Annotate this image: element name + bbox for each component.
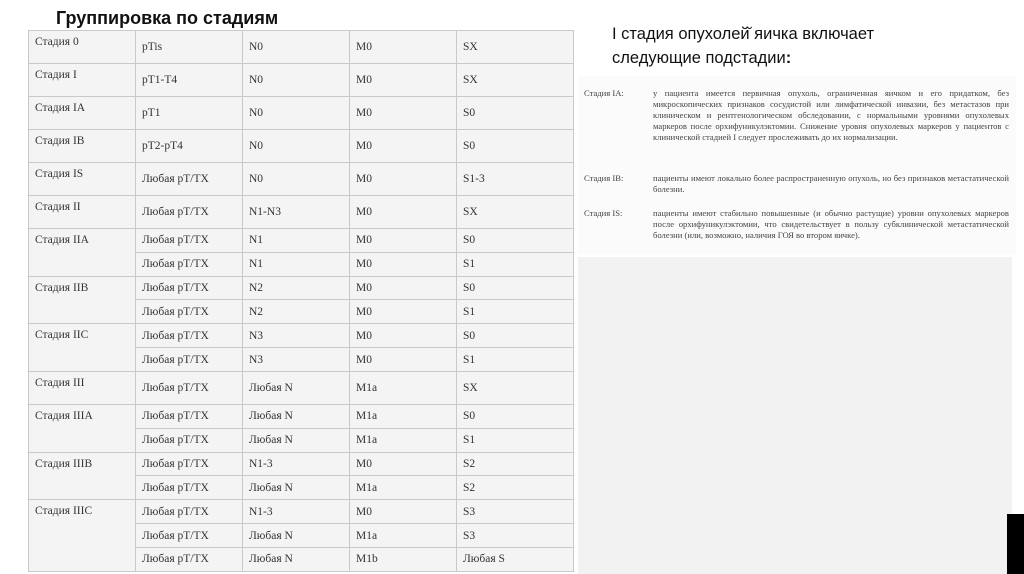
stage-cell: Стадия III xyxy=(29,371,136,404)
stage-cell: Стадия IIA xyxy=(29,229,136,277)
n-cell: N0 xyxy=(243,130,350,163)
m-cell: M0 xyxy=(350,31,457,64)
t-cell: Любая pT/TX xyxy=(136,163,243,196)
substage-label: Стадия IA: xyxy=(584,88,624,98)
s-cell: S1-3 xyxy=(457,163,574,196)
table-row xyxy=(29,64,574,97)
stage-cell: Стадия IIIB xyxy=(29,452,136,500)
table-row xyxy=(29,130,574,163)
heading-line-2: следующие подстадии xyxy=(612,49,786,67)
table-row xyxy=(29,276,574,300)
m-cell: M1a xyxy=(350,371,457,404)
s-cell: SX xyxy=(457,196,574,229)
s-cell: S0 xyxy=(457,324,574,348)
n-cell: N0 xyxy=(243,97,350,130)
s-cell: S3 xyxy=(457,524,574,548)
m-cell: M0 xyxy=(350,229,457,253)
substages-panel xyxy=(578,76,1016,254)
table-row xyxy=(29,404,574,428)
table-row xyxy=(29,196,574,229)
n-cell: N0 xyxy=(243,163,350,196)
t-cell: pT2-pT4 xyxy=(136,130,243,163)
s-cell: S2 xyxy=(457,452,574,476)
t-cell: Любая pT/TX xyxy=(136,300,243,324)
n-cell: N2 xyxy=(243,300,350,324)
table-row xyxy=(29,163,574,196)
m-cell: M1b xyxy=(350,547,457,571)
m-cell: M0 xyxy=(350,500,457,524)
stage-cell: Стадия IS xyxy=(29,163,136,196)
m-cell: M1a xyxy=(350,476,457,500)
m-cell: M0 xyxy=(350,97,457,130)
n-cell: N0 xyxy=(243,31,350,64)
t-cell: Любая pT/TX xyxy=(136,428,243,452)
n-cell: N0 xyxy=(243,64,350,97)
table-row xyxy=(29,452,574,476)
s-cell: S2 xyxy=(457,476,574,500)
stage-cell: Стадия II xyxy=(29,196,136,229)
empty-gray-area xyxy=(578,257,1012,574)
table-row xyxy=(29,371,574,404)
n-cell: N3 xyxy=(243,348,350,372)
stage-cell: Стадия IIIC xyxy=(29,500,136,572)
s-cell: Любая S xyxy=(457,547,574,571)
m-cell: M1a xyxy=(350,404,457,428)
n-cell: Любая N xyxy=(243,404,350,428)
stage-cell: Стадия IB xyxy=(29,130,136,163)
t-cell: pT1-T4 xyxy=(136,64,243,97)
m-cell: M0 xyxy=(350,64,457,97)
heading-line-1: I стадия опухолей̆ яичка включает xyxy=(612,25,875,43)
table-row xyxy=(29,500,574,524)
n-cell: Любая N xyxy=(243,371,350,404)
edge-bar xyxy=(1007,514,1024,574)
s-cell: S1 xyxy=(457,300,574,324)
n-cell: N1-3 xyxy=(243,500,350,524)
s-cell: S0 xyxy=(457,97,574,130)
n-cell: N3 xyxy=(243,324,350,348)
t-cell: Любая pT/TX xyxy=(136,500,243,524)
substage-text: пациенты имеют локально более распространенную опухоль, но без признаков метастатической болезни. xyxy=(653,173,1009,194)
t-cell: pT1 xyxy=(136,97,243,130)
m-cell: M0 xyxy=(350,196,457,229)
t-cell: Любая pT/TX xyxy=(136,252,243,276)
stage-grouping-table xyxy=(28,30,573,572)
substage-text: пациенты имеют стабильно повышенные (и обычно растущие) уровни опухолевых маркеров после орхифуникулэктомии, что свидетельствует в пользу субклинической метастатической болезни (или, возможно, наличия ГОЯ во втором яичке). xyxy=(653,208,1009,240)
m-cell: M0 xyxy=(350,252,457,276)
table-row xyxy=(29,324,574,348)
m-cell: M0 xyxy=(350,348,457,372)
t-cell: Любая pT/TX xyxy=(136,229,243,253)
t-cell: Любая pT/TX xyxy=(136,476,243,500)
stage-cell: Стадия 0 xyxy=(29,31,136,64)
m-cell: M0 xyxy=(350,276,457,300)
t-cell: Любая pT/TX xyxy=(136,452,243,476)
n-cell: Любая N xyxy=(243,547,350,571)
t-cell: Любая pT/TX xyxy=(136,404,243,428)
t-cell: Любая pT/TX xyxy=(136,348,243,372)
n-cell: N1-3 xyxy=(243,452,350,476)
stage-cell: Стадия I xyxy=(29,64,136,97)
m-cell: M0 xyxy=(350,130,457,163)
slide-title: Группировка по стадиям xyxy=(56,8,279,28)
s-cell: S0 xyxy=(457,404,574,428)
stage-cell: Стадия IIIA xyxy=(29,404,136,452)
m-cell: M1a xyxy=(350,428,457,452)
substage-label: Стадия IS: xyxy=(584,208,623,218)
heading-colon: : xyxy=(785,49,792,67)
n-cell: Любая N xyxy=(243,524,350,548)
n-cell: N1-N3 xyxy=(243,196,350,229)
s-cell: S3 xyxy=(457,500,574,524)
stage-cell: Стадия IIC xyxy=(29,324,136,372)
t-cell: Любая pT/TX xyxy=(136,547,243,571)
s-cell: SX xyxy=(457,31,574,64)
substage-text: у пациента имеется первичная опухоль, ограниченная яичком и его придатком, без микроскопических признаков сосудистой или лимфатической инвазии, без метастазов при клиническом и рентгенологическом обследовании, с нормальными уровнями опухолевых маркеров после орхифуникулэктомии. Снижение уровня опухолевых маркеров у пациентов с клинической стадией I следует прослеживать до их нормализации. xyxy=(653,88,1009,142)
table-row xyxy=(29,31,574,64)
t-cell: Любая pT/TX xyxy=(136,196,243,229)
t-cell: Любая pT/TX xyxy=(136,276,243,300)
s-cell: SX xyxy=(457,371,574,404)
n-cell: N1 xyxy=(243,252,350,276)
m-cell: M0 xyxy=(350,300,457,324)
m-cell: M1a xyxy=(350,524,457,548)
t-cell: Любая pT/TX xyxy=(136,524,243,548)
s-cell: SX xyxy=(457,64,574,97)
m-cell: M0 xyxy=(350,324,457,348)
stage-cell: Стадия IA xyxy=(29,97,136,130)
s-cell: S0 xyxy=(457,229,574,253)
m-cell: M0 xyxy=(350,163,457,196)
n-cell: Любая N xyxy=(243,428,350,452)
substage-label: Стадия IB: xyxy=(584,173,624,183)
table-row xyxy=(29,229,574,253)
t-cell: pTis xyxy=(136,31,243,64)
s-cell: S0 xyxy=(457,276,574,300)
t-cell: Любая pT/TX xyxy=(136,371,243,404)
s-cell: S0 xyxy=(457,130,574,163)
t-cell: Любая pT/TX xyxy=(136,324,243,348)
table-row xyxy=(29,97,574,130)
stage-cell: Стадия IIB xyxy=(29,276,136,324)
n-cell: N1 xyxy=(243,229,350,253)
m-cell: M0 xyxy=(350,452,457,476)
s-cell: S1 xyxy=(457,252,574,276)
n-cell: Любая N xyxy=(243,476,350,500)
s-cell: S1 xyxy=(457,348,574,372)
substages-heading xyxy=(612,22,972,70)
s-cell: S1 xyxy=(457,428,574,452)
n-cell: N2 xyxy=(243,276,350,300)
